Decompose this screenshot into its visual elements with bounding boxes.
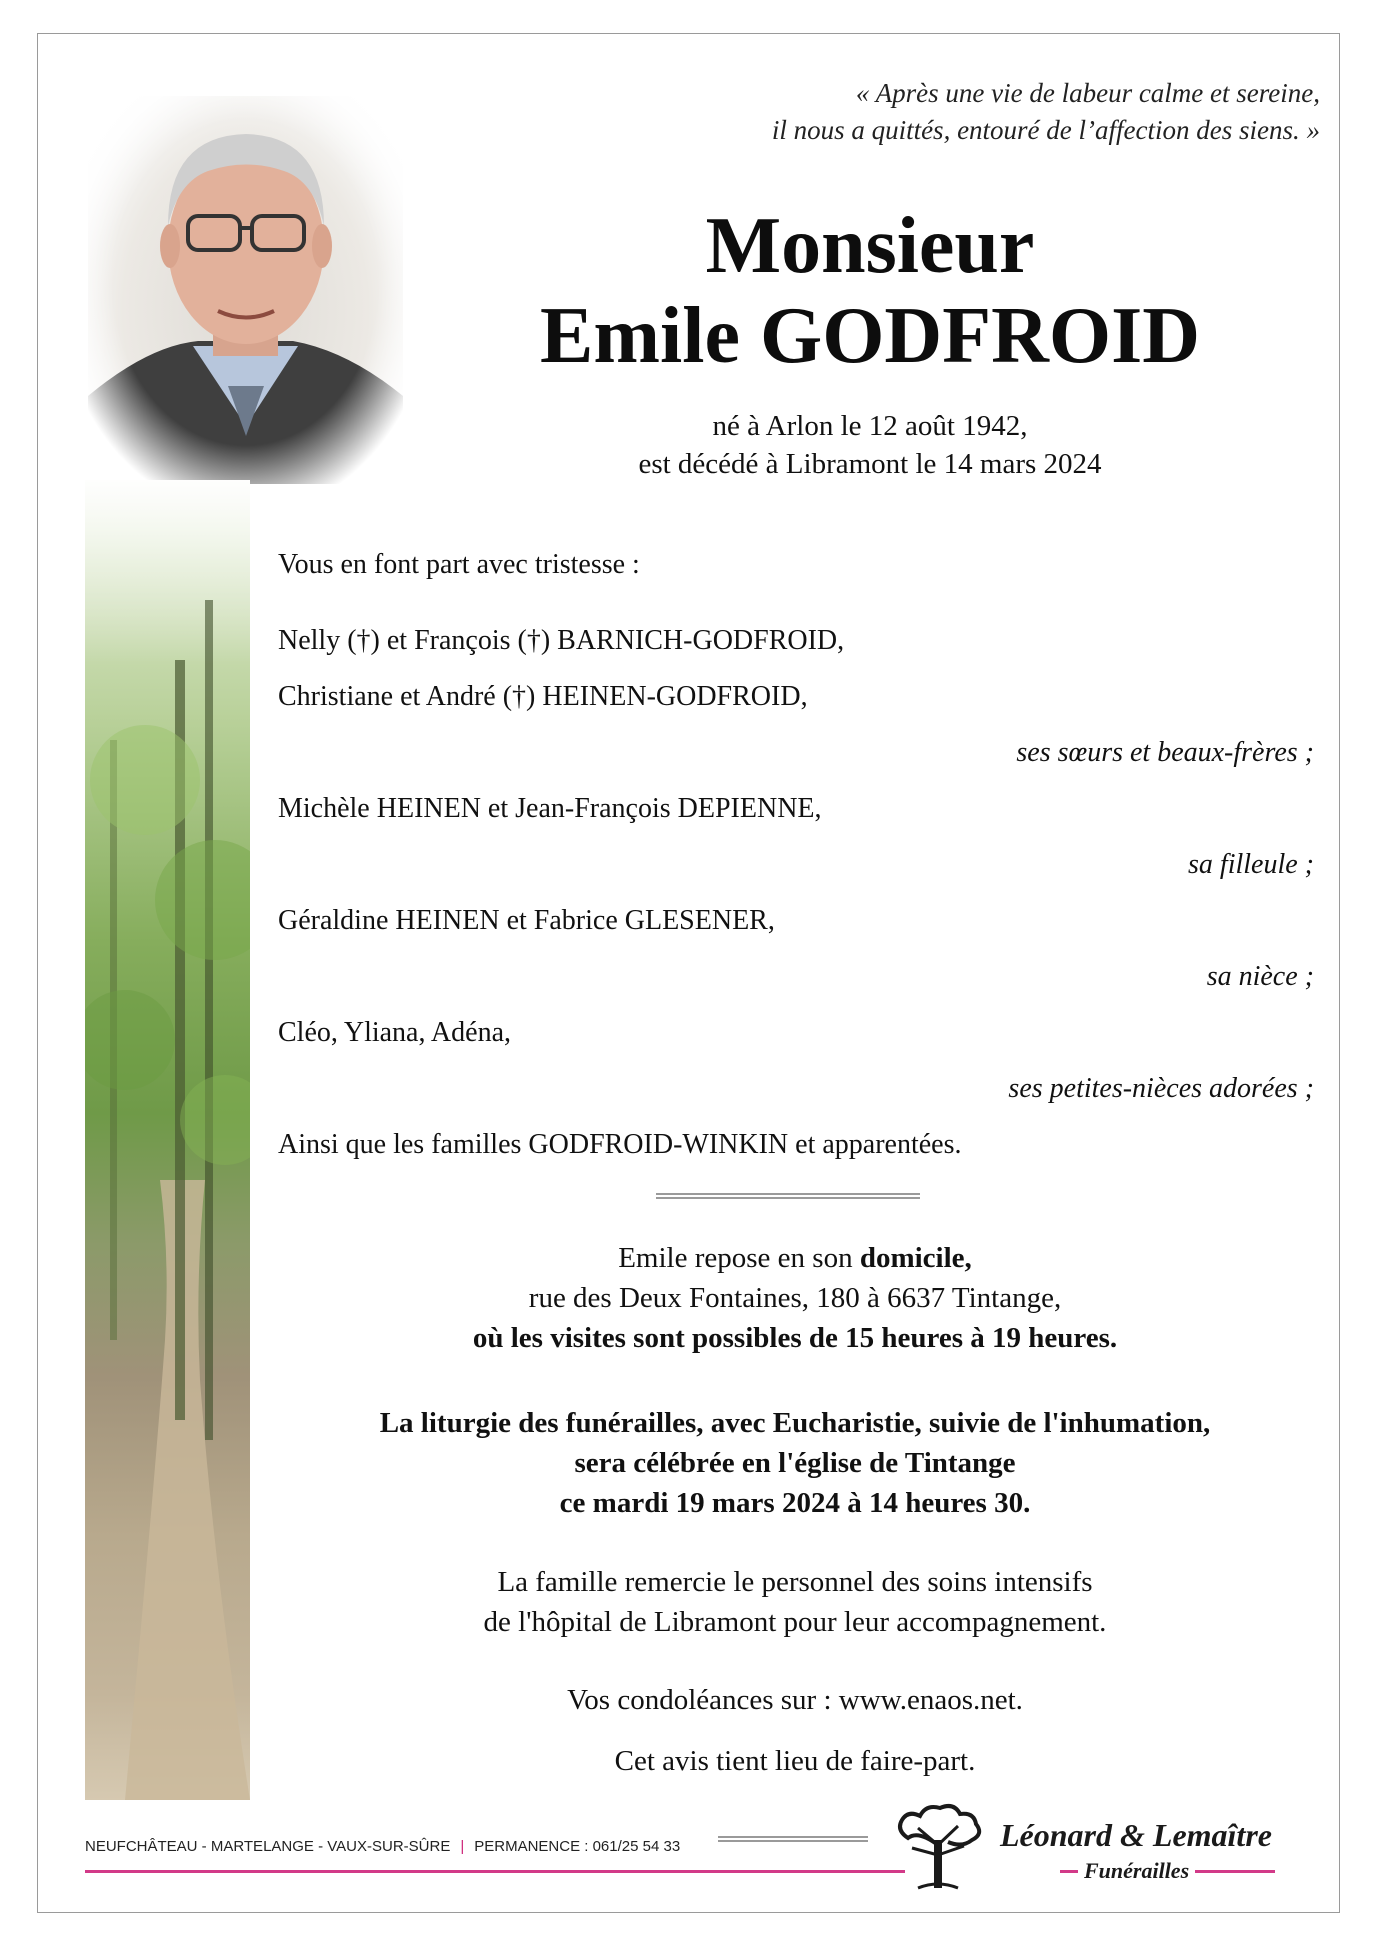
liturgy-line-3: ce mardi 19 mars 2024 à 14 heures 30. (559, 1487, 1031, 1519)
deceased-name: Emile GODFROID (540, 292, 1200, 380)
footer-accent-line (85, 1870, 905, 1873)
honorific-title: Monsieur (705, 202, 1035, 290)
family-intro: Vous en font part avec tristesse : (278, 549, 640, 580)
liturgy-info (280, 1403, 1310, 1523)
family-row: Géraldine HEINEN et Fabrice GLESENER, (278, 905, 775, 936)
family-row: Ainsi que les familles GODFROID-WINKIN et apparentées. (278, 1129, 962, 1160)
footer-divider (718, 1836, 868, 1842)
visit-hours: où les visites sont possibles de 15 heures à 19 heures. (472, 1322, 1118, 1354)
family-relation: ses petites-nièces adorées ; (1008, 1073, 1314, 1104)
family-relation: ses sœurs et beaux-frères ; (1016, 737, 1314, 768)
family-row: Cléo, Yliana, Adéna, (278, 1017, 512, 1048)
visit-location: domicile, (859, 1242, 972, 1274)
birth-line: né à Arlon le 12 août 1942, (712, 410, 1028, 442)
family-relation: sa nièce ; (1206, 961, 1314, 992)
liturgy-line-2: sera célébrée en l'église de Tintange (574, 1447, 1016, 1479)
visit-line-1 (280, 1238, 1310, 1278)
notice-text: Cet avis tient lieu de faire-part. (614, 1745, 976, 1777)
family-relation: sa filleule ; (1188, 849, 1314, 880)
thanks-message (280, 1562, 1310, 1642)
thanks-line-2: de l'hôpital de Libramont pour leur accompagnement. (483, 1606, 1107, 1638)
epitaph-quote (560, 75, 1320, 149)
family-row: Christiane et André (†) HEINEN-GODFROID, (278, 681, 808, 712)
forest-path-image (85, 480, 250, 1800)
death-line: est décédé à Libramont le 14 mars 2024 (638, 448, 1102, 480)
quote-line-1: « Après une vie de labeur calme et sereine, (855, 78, 1320, 108)
thanks-line-1: La famille remercie le personnel des soins intensifs (497, 1566, 1093, 1598)
liturgy-line-1: La liturgie des funérailles, avec Eucharistie, suivie de l'inhumation, (379, 1407, 1211, 1439)
portrait-photo (88, 96, 403, 484)
footer-separator: | (460, 1838, 465, 1855)
brand-name: Léonard & Lemaître (1000, 1817, 1272, 1853)
brand-subtitle: Funérailles (1078, 1858, 1195, 1884)
family-row: Michèle HEINEN et Jean-François DEPIENNE, (278, 793, 822, 824)
birth-death-info (560, 407, 1180, 483)
visitation-info (280, 1238, 1310, 1358)
footer-contact (85, 1838, 680, 1855)
visit-address: rue des Deux Fontaines, 180 à 6637 Tintange, (528, 1282, 1062, 1314)
quote-line-2: il nous a quittés, entouré de l’affection des siens. » (771, 115, 1320, 145)
family-announcement (278, 545, 1314, 1181)
footer-permanence: PERMANENCE : 061/25 54 33 (474, 1838, 681, 1855)
family-row: Nelly (†) et François (†) BARNICH-GODFROID, (278, 625, 845, 656)
visit-prefix: Emile repose en son (618, 1242, 860, 1274)
footer-locations: NEUFCHÂTEAU - MARTELANGE - VAUX-SUR-SÛRE (85, 1838, 451, 1855)
section-divider (656, 1193, 920, 1199)
tree-logo-icon (888, 1800, 988, 1890)
condolences-text: Vos condoléances sur : www.enaos.net. (567, 1684, 1023, 1716)
